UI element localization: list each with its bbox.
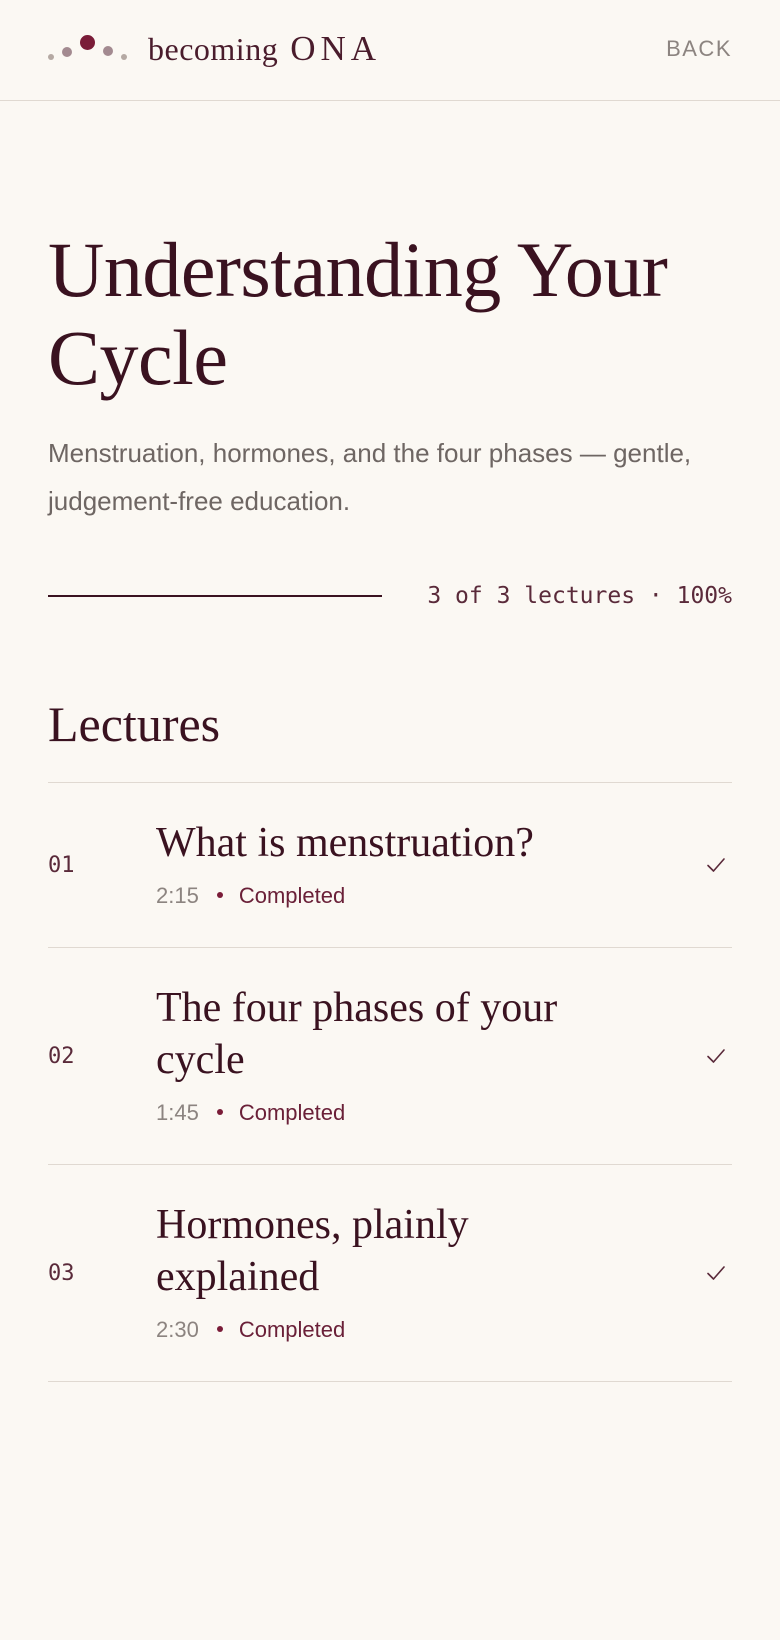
progress-bar xyxy=(48,595,382,597)
lecture-meta xyxy=(156,1098,704,1128)
check-icon xyxy=(704,1261,728,1285)
lecture-status: Completed xyxy=(238,1317,346,1342)
lecture-number: 01 xyxy=(48,852,75,878)
lecture-title: Hormones, plainly explained xyxy=(156,1202,469,1300)
logo-brand: ONA xyxy=(290,29,382,68)
lectures-heading: Lectures xyxy=(48,696,221,752)
check-icon xyxy=(704,853,728,877)
logo[interactable] xyxy=(48,30,381,70)
lecture-duration: 2:15 xyxy=(156,883,199,908)
lecture-number: 03 xyxy=(48,1260,75,1286)
lecture-status: Completed xyxy=(238,883,346,908)
lecture-body xyxy=(156,783,704,947)
dot-separator-icon xyxy=(217,1109,223,1115)
page-subtitle: Menstruation, hormones, and the four phases — gentle, judgement-free education. xyxy=(48,438,692,516)
lecture-title: What is menstruation? xyxy=(156,820,534,866)
lecture-item[interactable] xyxy=(48,1165,732,1382)
course-progress xyxy=(48,578,732,614)
logo-text xyxy=(148,29,381,71)
lecture-item[interactable] xyxy=(48,948,732,1165)
app-header xyxy=(0,0,780,101)
lecture-item[interactable] xyxy=(48,783,732,948)
lecture-title: The four phases of your cycle xyxy=(156,985,558,1083)
dot-separator-icon xyxy=(217,1326,223,1332)
lecture-body xyxy=(156,1165,704,1381)
lecture-duration: 2:30 xyxy=(156,1317,199,1342)
check-icon xyxy=(704,1044,728,1068)
logo-word: becoming xyxy=(148,31,279,67)
lecture-duration: 1:45 xyxy=(156,1100,199,1125)
dot-separator-icon xyxy=(217,892,223,898)
lecture-meta xyxy=(156,881,704,911)
lecture-body xyxy=(156,948,704,1164)
progress-bar-fill xyxy=(48,595,382,597)
lecture-number: 02 xyxy=(48,1043,75,1069)
lecture-status: Completed xyxy=(238,1100,346,1125)
lecture-meta xyxy=(156,1315,704,1345)
back-button[interactable]: BACK xyxy=(666,36,732,61)
logo-dots-icon xyxy=(48,30,128,70)
lecture-list xyxy=(48,782,732,1382)
progress-text: 3 of 3 lectures · 100% xyxy=(427,583,732,609)
page-title: Understanding Your Cycle xyxy=(48,226,668,401)
